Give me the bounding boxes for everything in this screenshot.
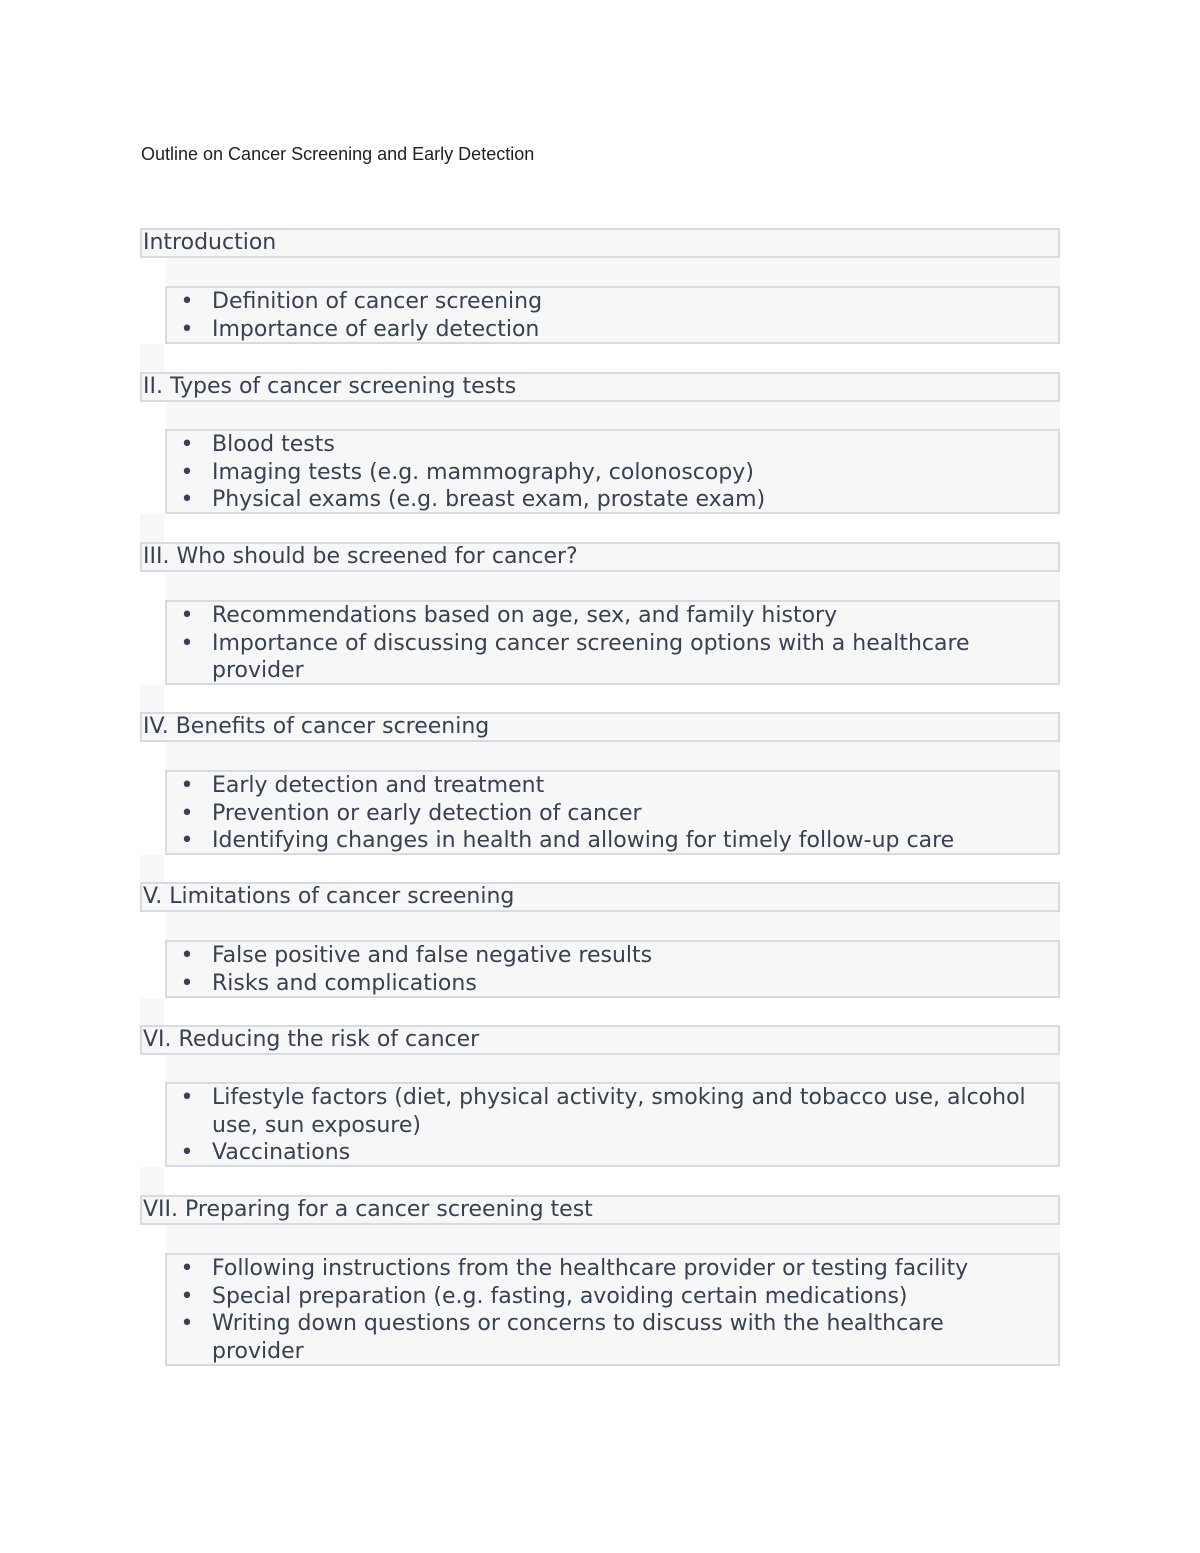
section-spacer: [166, 912, 1060, 940]
list-item-text: Writing down questions or concerns to discuss with the healthcare provider: [212, 1311, 944, 1364]
section-spacer: [166, 258, 1060, 286]
section-list-box: [165, 770, 1060, 855]
list-item: [167, 1139, 1058, 1167]
section-heading: III. Who should be screened for cancer?: [140, 542, 1060, 572]
list-item-text: Importance of discussing cancer screening options with a healthcare provider: [212, 630, 970, 683]
bullet-icon: •: [180, 459, 194, 485]
list-item: [167, 486, 1058, 514]
list-item-text: Blood tests: [212, 432, 335, 457]
list-item-text: Early detection and treatment: [212, 773, 545, 798]
bullet-icon: •: [180, 773, 194, 798]
list-item: [167, 459, 1058, 487]
list-item: [167, 316, 1058, 344]
section-spacer: [166, 1225, 1060, 1253]
bullet-icon: •: [180, 432, 194, 457]
bullet-icon: •: [180, 603, 194, 628]
list-item: [167, 602, 1058, 630]
list-item-text: Physical exams (e.g. breast exam, prostate exam): [212, 487, 766, 512]
list-item: [167, 800, 1058, 828]
outline-section: [140, 542, 1060, 683]
bullet-icon: •: [180, 487, 194, 512]
section-spacer: [140, 855, 164, 883]
bullet-icon: •: [180, 1311, 194, 1336]
list-item: [167, 431, 1058, 459]
list-item-text: Vaccinations: [212, 1140, 351, 1165]
section-heading: IV. Benefits of cancer screening: [140, 712, 1060, 742]
outline-section: [140, 372, 1060, 512]
list-item-text: Special preparation (e.g. fasting, avoiding certain medications): [212, 1283, 908, 1309]
bullet-icon: •: [180, 1085, 194, 1110]
section-spacer: [140, 344, 164, 372]
section-list-box: [165, 429, 1060, 514]
outline-section: [140, 1195, 1060, 1364]
list-item-text: Identifying changes in health and allowing for timely follow-up care: [212, 828, 955, 853]
section-heading: V. Limitations of cancer screening: [140, 882, 1060, 912]
list-item: [167, 1084, 1058, 1139]
bullet-list: [167, 1084, 1058, 1167]
outline-section: [140, 228, 1060, 342]
bullet-icon: •: [180, 316, 194, 342]
bullet-list: [167, 1255, 1058, 1365]
bullet-list: [167, 288, 1058, 343]
section-spacer: [140, 514, 164, 542]
bullet-icon: •: [180, 970, 194, 996]
list-item: [167, 772, 1058, 800]
bullet-icon: •: [180, 289, 194, 314]
list-item-text: Following instructions from the healthcare provider or testing facility: [212, 1256, 969, 1281]
section-heading: VI. Reducing the risk of cancer: [140, 1025, 1060, 1055]
bullet-list: [167, 772, 1058, 855]
list-item-text: Definition of cancer screening: [212, 289, 543, 314]
section-heading: Introduction: [140, 228, 1060, 258]
list-item: [167, 942, 1058, 970]
list-item-text: Recommendations based on age, sex, and family history: [212, 603, 838, 628]
section-list-box: [165, 1253, 1060, 1366]
section-list-box: [165, 1082, 1060, 1167]
outline-section: [140, 882, 1060, 996]
list-item: [167, 1283, 1058, 1311]
outline-section: [140, 712, 1060, 853]
section-spacer: [140, 998, 164, 1026]
section-spacer: [166, 742, 1060, 770]
section-spacer: [140, 1167, 164, 1195]
list-item-text: False positive and false negative results: [212, 943, 653, 968]
list-item-text: Risks and complications: [212, 970, 477, 996]
bullet-list: [167, 942, 1058, 997]
bullet-icon: •: [180, 1283, 194, 1309]
document-title: Outline on Cancer Screening and Early Detection: [141, 144, 535, 164]
bullet-list: [167, 431, 1058, 514]
list-item: [167, 970, 1058, 998]
list-item-text: Imaging tests (e.g. mammography, colonoscopy): [212, 459, 754, 485]
list-item-text: Lifestyle factors (diet, physical activity, smoking and tobacco use, alcohol use, sun exposure): [212, 1085, 1026, 1138]
outline-section: [140, 1025, 1060, 1165]
section-list-box: [165, 600, 1060, 685]
bullet-icon: •: [180, 828, 194, 853]
list-item: [167, 288, 1058, 316]
bullet-icon: •: [180, 630, 194, 656]
bullet-icon: •: [180, 1140, 194, 1165]
section-heading: II. Types of cancer screening tests: [140, 372, 1060, 402]
list-item-text: Prevention or early detection of cancer: [212, 800, 642, 826]
bullet-icon: •: [180, 943, 194, 968]
section-spacer: [166, 572, 1060, 600]
list-item-text: Importance of early detection: [212, 316, 540, 342]
section-list-box: [165, 940, 1060, 998]
section-spacer: [166, 402, 1060, 430]
section-spacer: [140, 685, 164, 713]
list-item: [167, 1255, 1058, 1283]
list-item: [167, 630, 1058, 685]
bullet-list: [167, 602, 1058, 685]
list-item: [167, 827, 1058, 855]
section-heading: VII. Preparing for a cancer screening test: [140, 1195, 1060, 1225]
list-item: [167, 1310, 1058, 1365]
bullet-icon: •: [180, 1256, 194, 1281]
section-spacer: [166, 1055, 1060, 1083]
bullet-icon: •: [180, 800, 194, 826]
section-list-box: [165, 286, 1060, 344]
